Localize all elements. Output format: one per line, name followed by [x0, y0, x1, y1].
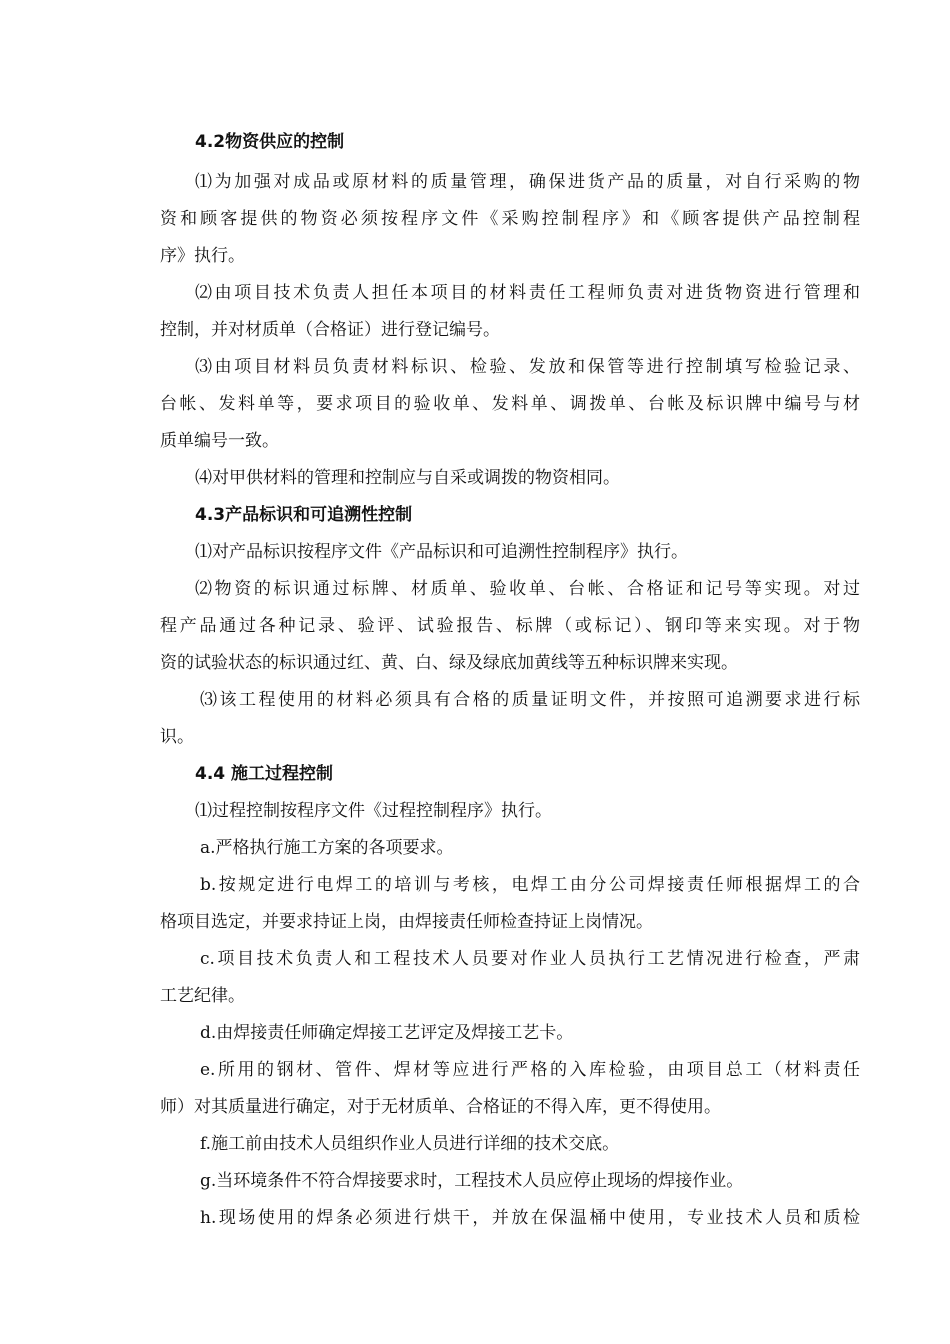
paragraph-line: ⑵物资的标识通过标牌、材质单、验收单、台帐、合格证和记号等实现。对过: [195, 579, 860, 599]
paragraph-line: 台帐、发料单等，要求项目的验收单、发料单、调拨单、台帐及标识牌中编号与材: [160, 394, 860, 414]
paragraph-line: 工艺纪律。: [160, 986, 245, 1006]
paragraph-line: 序》执行。: [160, 246, 245, 266]
section-heading: 4.4 施工过程控制: [195, 764, 334, 784]
paragraph-line: e.所用的钢材、管件、焊材等应进行严格的入库检验，由项目总工（材料责任: [200, 1060, 860, 1080]
paragraph-line: 资和顾客提供的物资必须按程序文件《采购控制程序》和《顾客提供产品控制程: [160, 209, 860, 229]
paragraph-line: h.现场使用的焊条必须进行烘干，并放在保温桶中使用，专业技术人员和质检: [200, 1208, 860, 1228]
paragraph-line: ⑴为加强对成品或原材料的质量管理，确保进货产品的质量，对自行采购的物: [195, 172, 860, 192]
paragraph-line: ⑴对产品标识按程序文件《产品标识和可追溯性控制程序》执行。: [195, 542, 688, 562]
section-heading: 4.2物资供应的控制: [195, 132, 345, 152]
paragraph-line: f.施工前由技术人员组织作业人员进行详细的技术交底。: [200, 1134, 620, 1154]
paragraph-line: ⑶由项目材料员负责材料标识、检验、发放和保管等进行控制填写检验记录、: [195, 357, 860, 377]
paragraph-line: 识。: [160, 727, 194, 747]
paragraph-line: 控制，并对材质单（合格证）进行登记编号。: [160, 320, 500, 340]
paragraph-line: a.严格执行施工方案的各项要求。: [200, 838, 454, 858]
paragraph-line: 师）对其质量进行确定，对于无材质单、合格证的不得入库，更不得使用。: [160, 1097, 721, 1117]
paragraph-line: c.项目技术负责人和工程技术人员要对作业人员执行工艺情况进行检查，严肃: [200, 949, 860, 969]
paragraph-line: g.当环境条件不符合焊接要求时，工程技术人员应停止现场的焊接作业。: [200, 1171, 744, 1191]
section-heading: 4.3产品标识和可追溯性控制: [195, 505, 413, 525]
paragraph-line: ⑵由项目技术负责人担任本项目的材料责任工程师负责对进货物资进行管理和: [195, 283, 860, 303]
paragraph-line: ⑷对甲供材料的管理和控制应与自采或调拨的物资相同。: [195, 468, 620, 488]
paragraph-line: 格项目选定，并要求持证上岗，由焊接责任师检查持证上岗情况。: [160, 912, 653, 932]
paragraph-line: b.按规定进行电焊工的培训与考核，电焊工由分公司焊接责任师根据焊工的合: [200, 875, 860, 895]
paragraph-line: 资的试验状态的标识通过红、黄、白、绿及绿底加黄线等五种标识牌来实现。: [160, 653, 738, 673]
paragraph-line: ⑶该工程使用的材料必须具有合格的质量证明文件，并按照可追溯要求进行标: [200, 690, 860, 710]
paragraph-line: d.由焊接责任师确定焊接工艺评定及焊接工艺卡。: [200, 1023, 574, 1043]
paragraph-line: 质单编号一致。: [160, 431, 279, 451]
paragraph-line: ⑴过程控制按程序文件《过程控制程序》执行。: [195, 801, 552, 821]
paragraph-line: 程产品通过各种记录、验评、试验报告、标牌（或标记）、钢印等来实现。对于物: [160, 616, 860, 636]
